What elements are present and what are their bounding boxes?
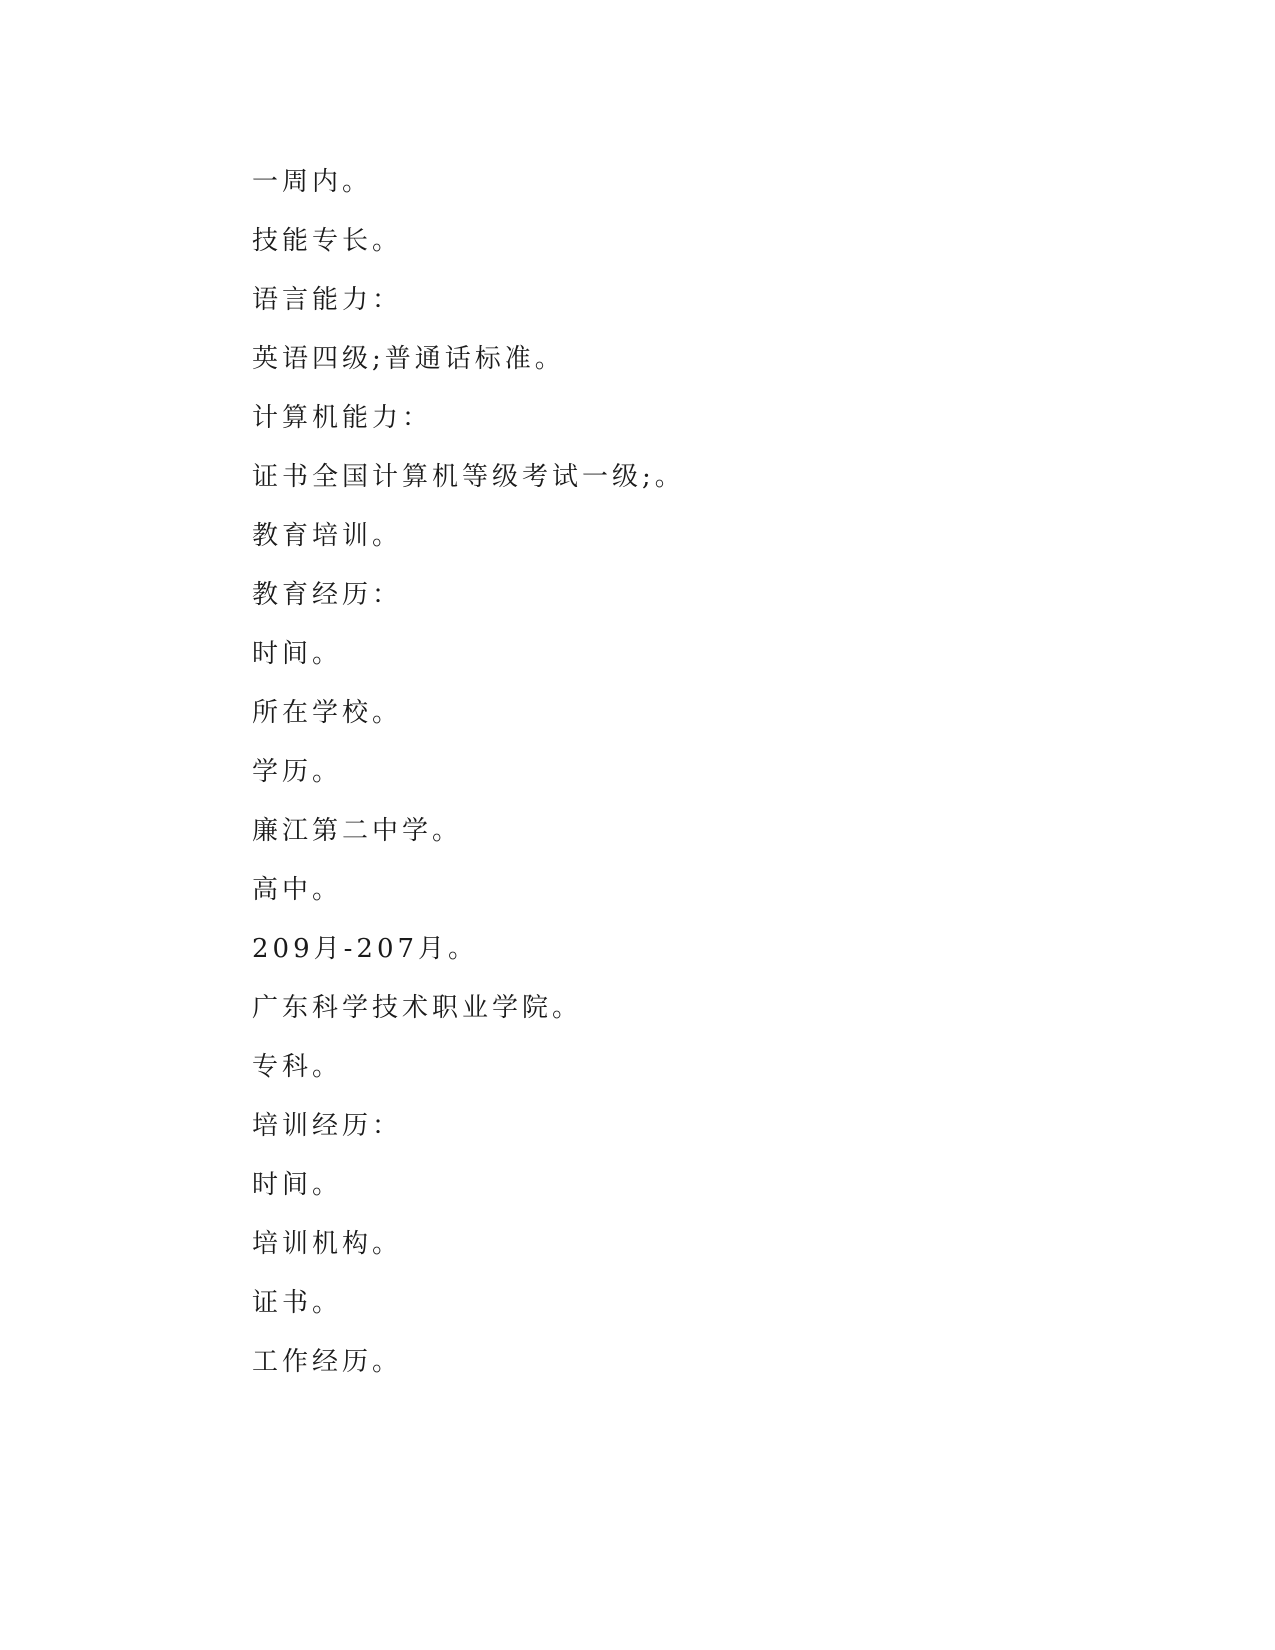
text-line: 培训经历： bbox=[252, 1111, 403, 1141]
text-line: 一周内。 bbox=[252, 167, 373, 197]
text-line: 英语四级;普通话标准。 bbox=[252, 344, 565, 374]
document-body bbox=[252, 160, 1152, 1399]
text-line: 高中。 bbox=[252, 875, 343, 905]
text-line: 广东科学技术职业学院。 bbox=[252, 993, 583, 1023]
text-line: 廉江第二中学。 bbox=[252, 816, 463, 846]
text-line: 专科。 bbox=[252, 1052, 343, 1082]
text-line: 时间。 bbox=[252, 1170, 343, 1200]
section-heading-work: 工作经历。 bbox=[252, 1347, 403, 1377]
text-line: 时间。 bbox=[252, 639, 343, 669]
text-line: 所在学校。 bbox=[252, 698, 403, 728]
text-line: 计算机能力： bbox=[252, 403, 433, 433]
section-heading-skills: 技能专长。 bbox=[252, 226, 403, 256]
text-line: 证书全国计算机等级考试一级;。 bbox=[252, 462, 685, 492]
text-line: 培训机构。 bbox=[252, 1229, 403, 1259]
text-line: 209月-207月。 bbox=[252, 934, 479, 964]
text-line: 教育经历： bbox=[252, 580, 403, 610]
text-line: 语言能力： bbox=[252, 285, 403, 315]
text-line: 学历。 bbox=[252, 757, 343, 787]
section-heading-education: 教育培训。 bbox=[252, 521, 403, 551]
text-line: 证书。 bbox=[252, 1288, 343, 1318]
